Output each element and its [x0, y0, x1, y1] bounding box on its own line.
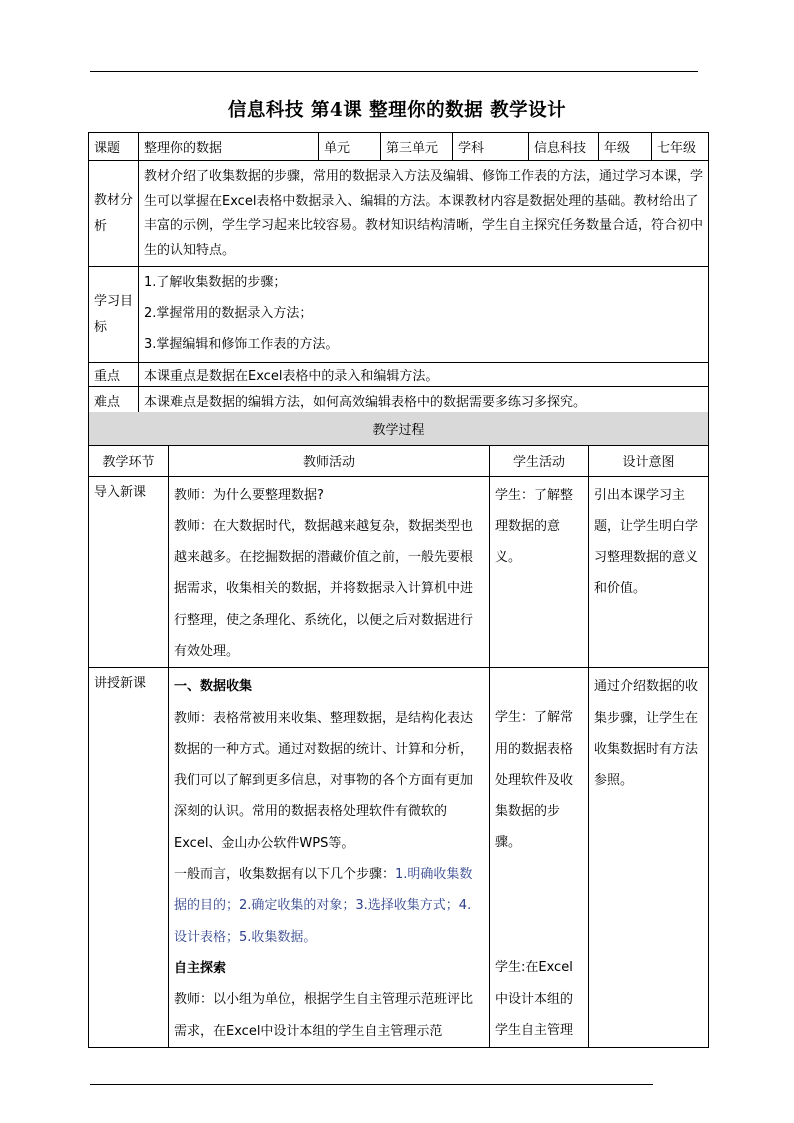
- design-intent-new: 通过介绍数据的收集步骤，让学生在收集数据时有方法参照。: [589, 668, 709, 1048]
- teacher-paragraph: 教师：以小组为单位，根据学生自主管理示范班评比需求，在Excel中设计本组的学生自主管理示范: [174, 992, 474, 1039]
- process-title: 教学过程: [89, 412, 709, 445]
- header-teacher: 教师活动: [169, 445, 490, 476]
- analysis-text: 教材介绍了收集数据的步骤，常用的数据录入方法及编辑、修饰工作表的方法，通过学习本课，学生可以掌握在Excel表格中数据录入、编辑的方法。本课教材内容是数据处理的基础。教材给出了丰富的示例，学生学习起来比较容易。教材知识结构清晰，学生自主探究任务数量合适，符合初中生的认知特点。: [139, 161, 709, 267]
- explore-heading: 自主探索: [174, 960, 227, 976]
- subject-label: 学科: [453, 133, 529, 161]
- student-activity-new: [490, 668, 589, 1048]
- header-rule: [90, 71, 698, 72]
- analysis-label: 教材分析: [89, 161, 139, 267]
- teacher-paragraph: 教师：在大数据时代，数据越来越复杂，数据类型也越来越多。在挖掘数据的潜藏价值之前，一般先要根据需求，收集相关的数据，并将数据录入计算机中进行整理，使之条理化、系统化，以便之后对数据进行有效处理。: [174, 518, 474, 659]
- goals-list: [139, 267, 709, 363]
- design-intent-intro: 引出本课学习主题，让学生明白学习整理数据的意义和价值。: [589, 476, 709, 668]
- overview-table: [88, 132, 709, 414]
- process-table: [88, 412, 709, 1048]
- teacher-activity-new: [169, 668, 490, 1048]
- topic-value: 整理你的数据: [139, 133, 319, 161]
- header-stage: 教学环节: [89, 445, 169, 476]
- document-title: 信息科技 第4课 整理你的数据 教学设计: [227, 100, 567, 121]
- key-point-text: 本课重点是数据在Excel表格中的录入和编辑方法。: [139, 363, 709, 387]
- header-student: 学生活动: [490, 445, 589, 476]
- teacher-paragraph: 教师：表格常被用来收集、整理数据，是结构化表达数据的一种方式。通过对数据的统计、计算和分析，我们可以了解到更多信息，对事物的各个方面有更加深刻的认识。常用的数据表格处理软件有微软的Excel、金山办公软件WPS等。: [174, 710, 474, 851]
- goal-item: 1.了解收集数据的步骤；: [144, 275, 287, 290]
- student-text: 学生：了解常用的数据表格处理软件及收集数据的步骤。: [495, 710, 574, 851]
- unit-label: 单元: [319, 133, 381, 161]
- grade-value: 七年级: [652, 133, 709, 161]
- teacher-question: 教师：为什么要整理数据?: [174, 487, 324, 503]
- student-activity-intro: 学生：了解整理数据的意义。: [490, 476, 589, 668]
- section-heading: 一、数据收集: [174, 679, 253, 695]
- teacher-paragraph: [174, 859, 484, 953]
- subject-value: 信息科技: [529, 133, 599, 161]
- student-text: 学生:在Excel中设计本组的学生自主管理: [495, 960, 574, 1038]
- goal-item: 2.掌握常用的数据录入方法；: [144, 306, 313, 321]
- stage-intro: 导入新课: [89, 476, 169, 668]
- key-point-label: 重点: [89, 363, 139, 387]
- difficulty-label: 难点: [89, 387, 139, 414]
- topic-label: 课题: [89, 133, 139, 161]
- goals-label: 学习目标: [89, 267, 139, 363]
- header-intent: 设计意图: [589, 445, 709, 476]
- stage-new-lesson: 讲授新课: [89, 668, 169, 1048]
- teacher-activity-intro: [169, 476, 490, 668]
- steps-lead: 一般而言，收集数据有以下几个步骤：: [174, 867, 396, 883]
- difficulty-text: 本课难点是数据的编辑方法，如何高效编辑表格中的数据需要多练习多探究。: [139, 387, 709, 414]
- unit-value: 第三单元: [381, 133, 453, 161]
- grade-label: 年级: [599, 133, 652, 161]
- goal-item: 3.掌握编辑和修饰工作表的方法。: [144, 337, 339, 352]
- footer-rule: [90, 1084, 653, 1085]
- steps-list: 1.明确收集数据的目的；2.确定收集的对象；3.选择收集方式；4.设计表格；5.收集数据。: [174, 867, 473, 945]
